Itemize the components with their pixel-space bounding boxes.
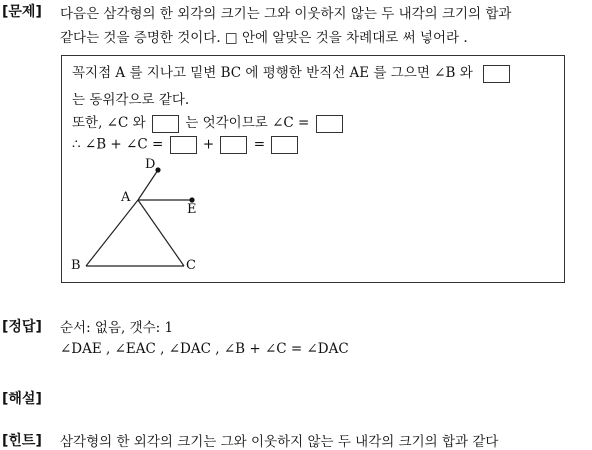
label-c: C [186,258,196,273]
ray-ad [138,170,158,200]
proof-line-2: 는 동위각으로 같다. [72,92,190,108]
point-d [155,167,160,172]
equals-sign: = [253,136,266,153]
proof-line-3-text-a: 또한, ∠C 와 [72,115,146,131]
label-d: D [145,157,156,172]
hint-tag: [힌트] [2,433,42,449]
proof-line-3-text-b: 는 엇각이므로 ∠C = [185,115,310,131]
label-b: B [71,258,81,273]
problem-line-1: 다음은 삼각형의 한 외각의 크기는 그와 이웃하지 않는 두 내각의 크기의 합과 [60,6,512,22]
side-ac [138,200,184,266]
label-e: E [187,202,197,217]
answer-tag: [정답] [2,319,42,335]
proof-line-1-text: 꼭지점 A 를 지나고 밑변 BC 에 평행한 반직선 AE 를 그으면 ∠B 와 [72,65,473,81]
answer-meta: 순서: 없음, 갯수: 1 [60,320,174,336]
plus-sign: + [202,136,215,153]
proof-line-4-text: ∴ ∠B + ∠C = [72,136,164,153]
label-a: A [121,190,131,205]
answer-value: ∠DAE , ∠EAC , ∠DAC , ∠B + ∠C = ∠DAC [60,341,349,357]
hint-text: 삼각형의 한 외각의 크기는 그와 이웃하지 않는 두 내각의 크기의 합과 같다 [60,434,499,450]
side-ab [86,200,138,266]
explanation-tag: [해설] [2,391,42,407]
problem-tag: [문제] [2,4,42,20]
problem-line-2: 같다는 것을 증명한 것이다. □ 안에 알맞은 것을 차례대로 써 넣어라 . [60,30,468,46]
